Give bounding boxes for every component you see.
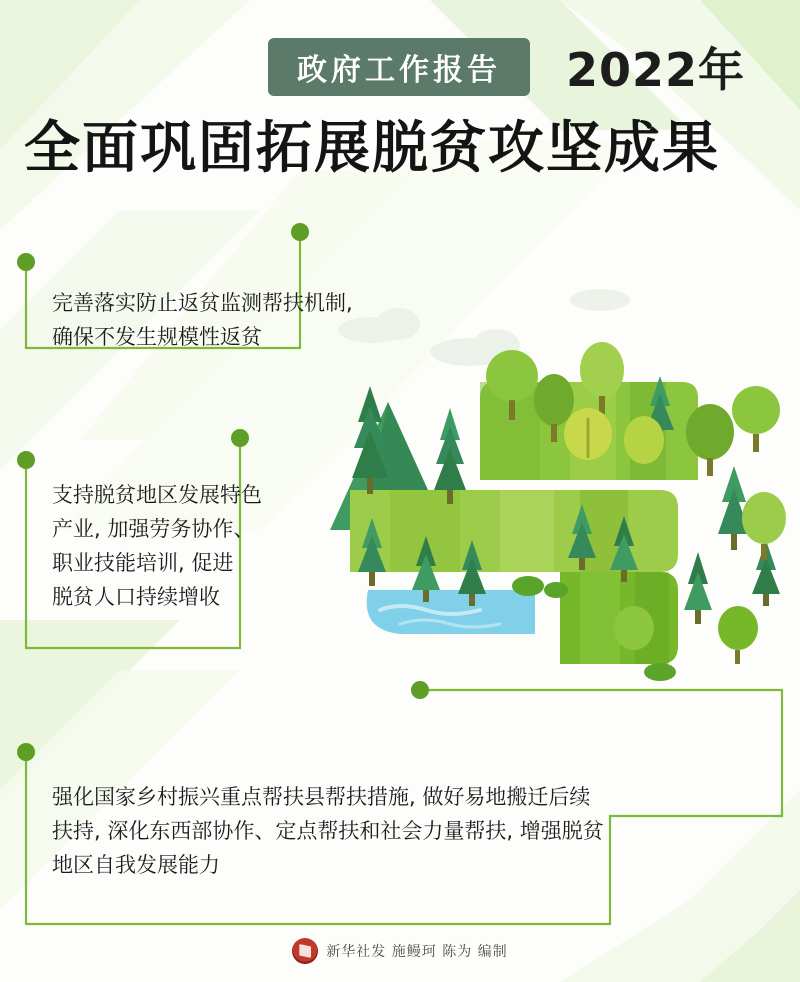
footer-credit xyxy=(0,938,800,964)
report-tag xyxy=(268,38,530,96)
credit-text: 新华社发 施鳗珂 陈为 编制 xyxy=(326,944,508,960)
point-3-text xyxy=(52,780,752,882)
page-title: 全面巩固拓展脱贫攻坚成果 xyxy=(24,116,720,181)
point-3-line-3: 地区自我发展能力 xyxy=(52,853,220,878)
point-1-line-2: 确保不发生规模性返贫 xyxy=(52,325,262,350)
report-tag-label: 政府工作报告 xyxy=(297,53,501,88)
point-2-line-1: 支持脱贫地区发展特色 xyxy=(52,483,262,507)
point-1-text xyxy=(52,286,482,354)
point-2-line-2: 产业, 加强劳务协作、 xyxy=(52,517,255,542)
poster-header xyxy=(0,0,800,210)
point-2-line-4: 脱贫人口持续增收 xyxy=(52,585,220,610)
point-2-text xyxy=(52,478,352,614)
xinhua-logo-icon xyxy=(292,938,318,964)
year-label: 2022年 xyxy=(566,43,746,97)
point-3-line-1: 强化国家乡村振兴重点帮扶县帮扶措施, 做好易地搬迁后续 xyxy=(52,785,591,809)
point-3-line-2: 扶持, 深化东西部协作、定点帮扶和社会力量帮扶, 增强脱贫 xyxy=(52,819,604,844)
point-2-line-3: 职业技能培训, 促进 xyxy=(52,551,234,576)
point-1-line-1: 完善落实防止返贫监测帮扶机制, xyxy=(52,291,353,315)
